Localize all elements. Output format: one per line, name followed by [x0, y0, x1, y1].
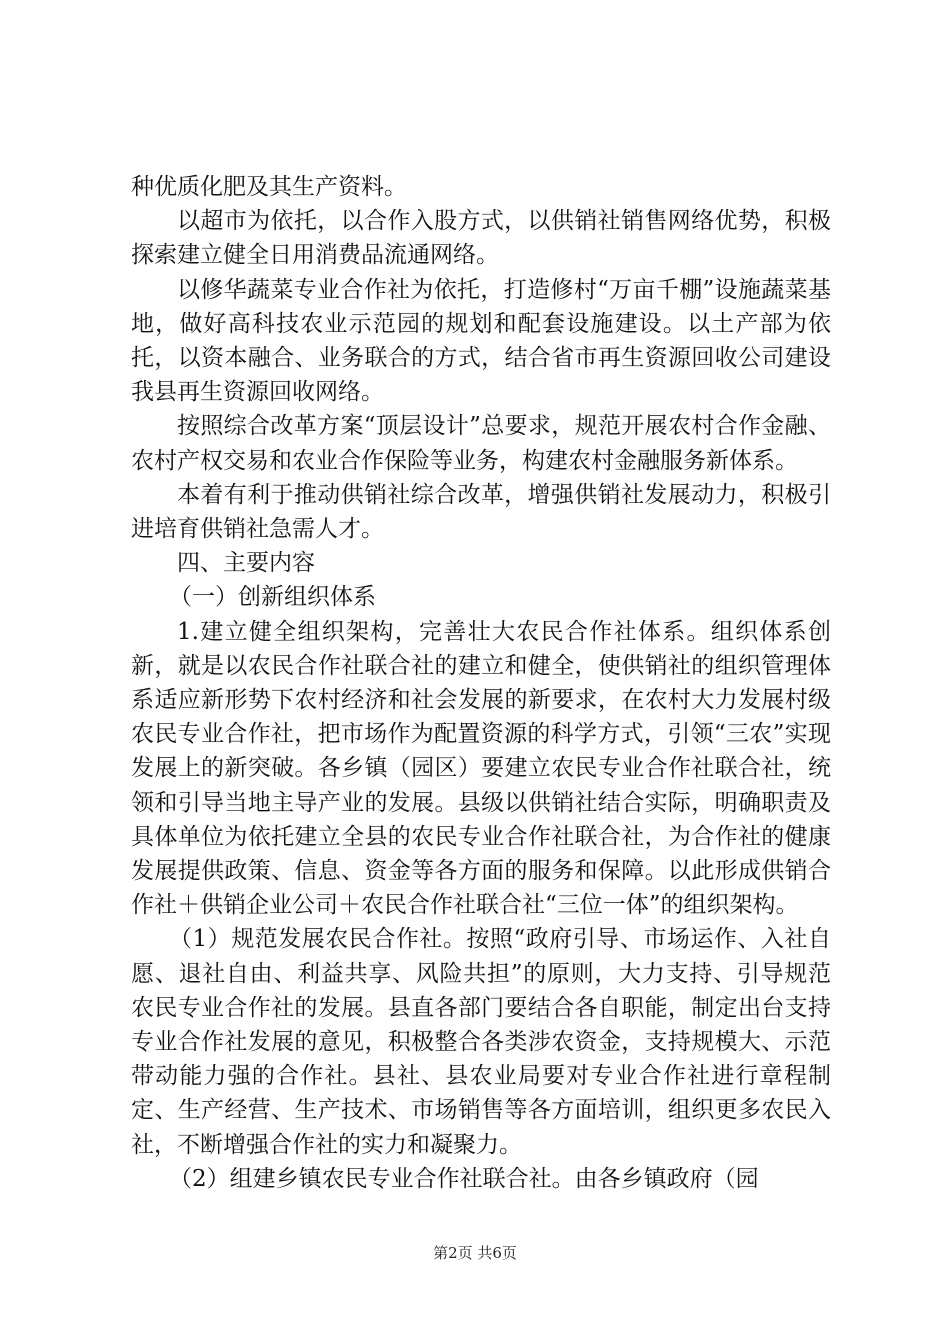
page-number-footer: 第2页 共6页 — [433, 1244, 517, 1262]
paragraph-supermarket: 以超市为依托，以合作入股方式，以供销社销售网络优势，积极探索建立健全日用消费品流通网络。 — [131, 208, 831, 269]
section-heading-main-content: 四、主要内容 — [177, 550, 315, 577]
paragraph-vegetable-cooperative: 以修华蔬菜专业合作社为依托，打造修村“万亩千棚”设施蔬菜基地，做好高科技农业示范园的规划和配套设施建设。以土产部为依托，以资本融合、业务联合的方式，结合省市再生资源回收公司建设我县再生资源回收网络。 — [131, 276, 831, 406]
paragraph-talent: 本着有利于推动供销社综合改革，增强供销社发展动力，积极引进培育供销社急需人才。 — [131, 481, 831, 543]
paragraph-continuation: 种优质化肥及其生产资料。 — [131, 174, 407, 200]
subsection-heading-organization: （一）创新组织体系 — [169, 584, 376, 611]
paragraph-standardize-cooperatives: （1）规范发展农民合作社。按照“政府引导、市场运作、入社自愿、退社自由、利益共享、风险共担”的原则，大力支持、引导规范农民专业合作社的发展。县直各部门要结合各自职能，制定出台支持专业合作社发展的意见，积极整合各类涉农资金，支持规模大、示范带动能力强的合作社。县社、县农业局要对专业合作社进行章程制定、生产经营、生产技术、市场销售等各方面培训，组织更多农民入社，不断增强合作社的实力和凝聚力。 — [131, 926, 831, 1158]
paragraph-organization-framework: 1.建立健全组织架构，完善壮大农民合作社体系。组织体系创新，就是以农民合作社联合社的建立和健全，使供销社的组织管理体系适应新形势下农村经济和社会发展的新要求，在农村大力发展村级农民专业合作社，把市场作为配置资源的科学方式，引领“三农”实现发展上的新突破。各乡镇（园区）要建立农民专业合作社联合社，统领和引导当地主导产业的发展。县级以供销社结合实际，明确职责及具体单位为依托建立全县的农民专业合作社联合社，为合作社的健康发展提供政策、信息、资金等各方面的服务和保障。以此形成供销合作社＋供销企业公司＋农民合作社联合社“三位一体”的组织架构。 — [131, 618, 831, 919]
paragraph-township-federation: （2）组建乡镇农民专业合作社联合社。由各乡镇政府（园 — [169, 1165, 759, 1192]
paragraph-rural-finance: 按照综合改革方案“顶层设计”总要求，规范开展农村合作金融、农村产权交易和农业合作保险等业务，构建农村金融服务新体系。 — [131, 413, 831, 474]
document-body — [131, 170, 831, 1196]
